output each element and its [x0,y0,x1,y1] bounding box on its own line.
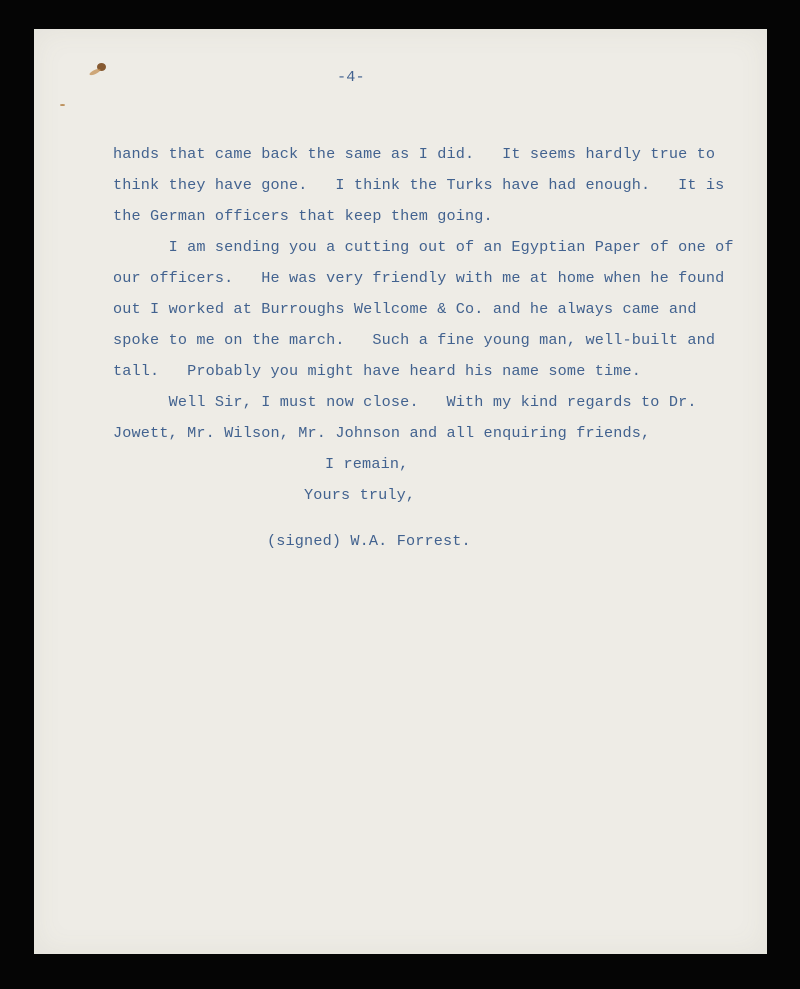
body-line: I am sending you a cutting out of an Egyptian Paper of one of [113,238,734,256]
body-line: the German officers that keep them going. [113,207,493,225]
body-line: Well Sir, I must now close. With my kind regards to Dr. [113,393,697,411]
body-line: think they have gone. I think the Turks have had enough. It is [113,176,725,194]
rust-stain-trail [89,68,102,77]
signature-line: (signed) W.A. Forrest. [267,532,471,550]
body-line: hands that came back the same as I did. It seems hardly true to [113,145,716,163]
page-number: -4- [337,68,365,86]
body-line: out I worked at Burroughs Wellcome & Co. and he always came and [113,300,697,318]
letter-page [34,29,767,954]
rust-speck [60,104,65,106]
body-line: our officers. He was very friendly with me at home when he found [113,269,725,287]
body-line: Jowett, Mr. Wilson, Mr. Johnson and all enquiring friends, [113,424,651,442]
body-line: tall. Probably you might have heard his name some time. [113,362,642,380]
closing-remain: I remain, [325,455,409,473]
body-line: spoke to me on the march. Such a fine young man, well-built and [113,331,716,349]
closing-yours-truly: Yours truly, [304,486,416,504]
